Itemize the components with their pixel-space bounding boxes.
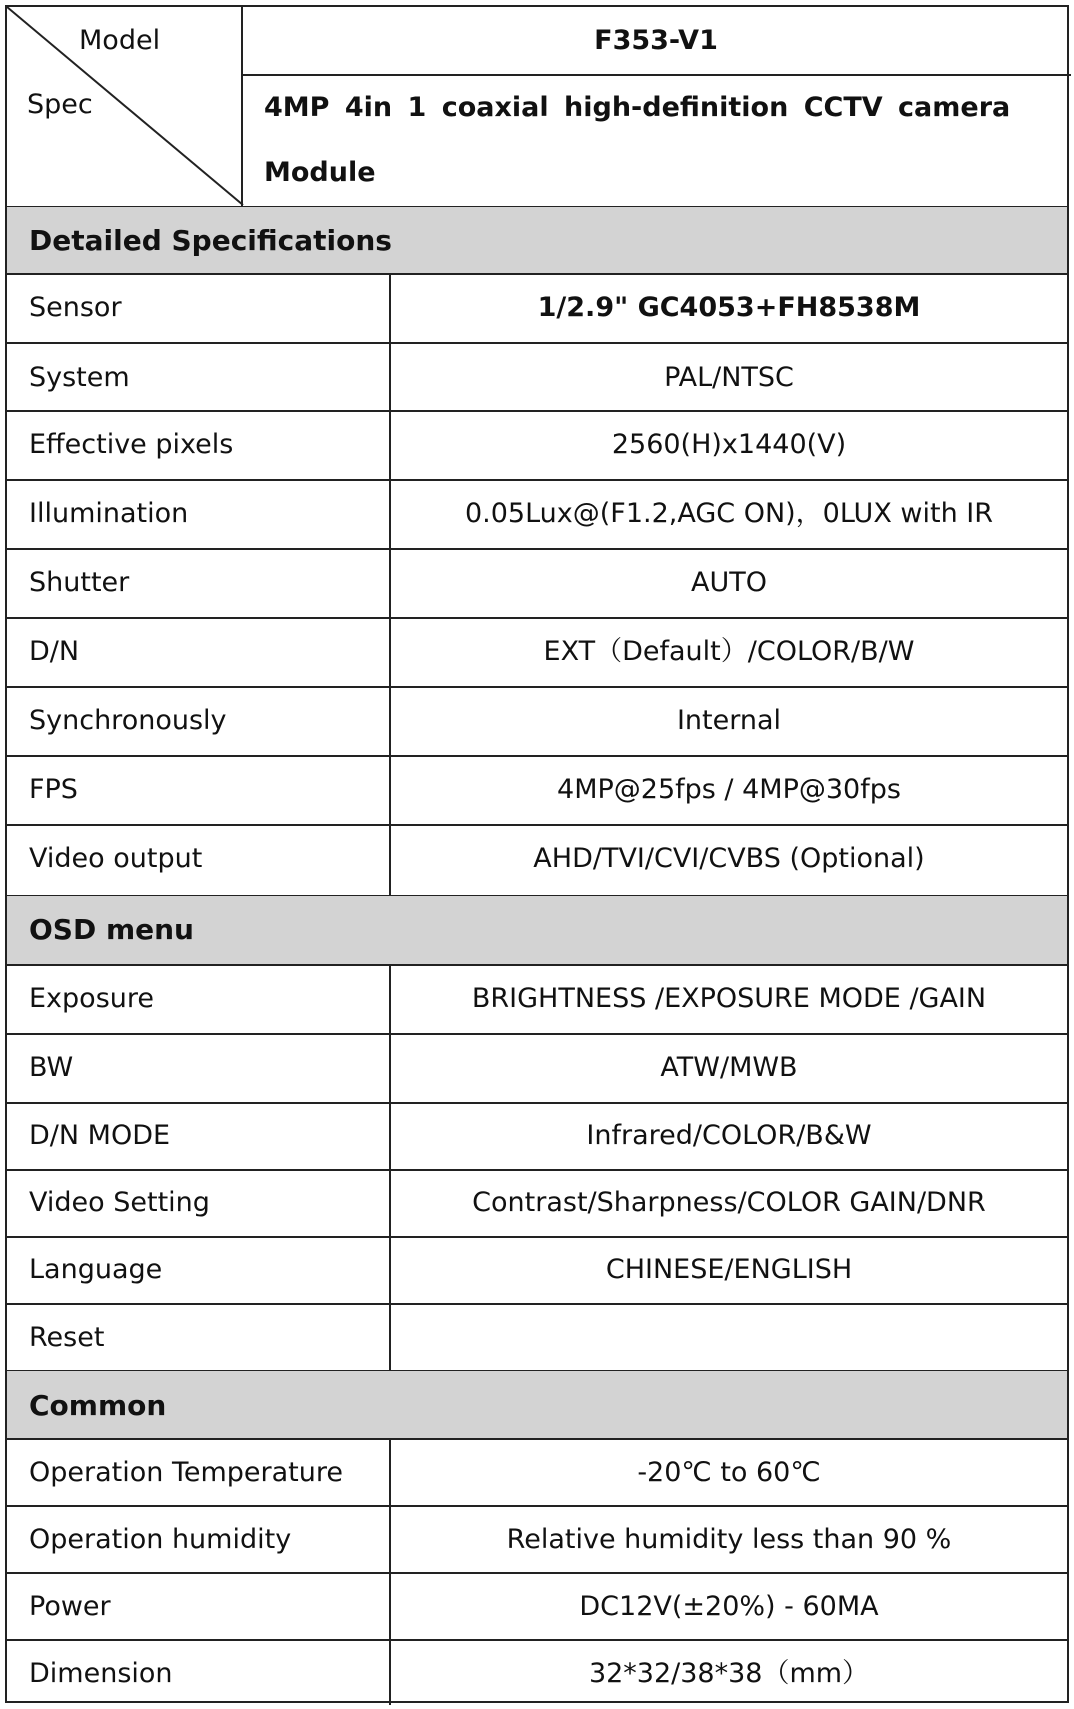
row-label-video-setting: Video Setting: [29, 1187, 210, 1218]
row-value-power: DC12V(±20%) - 60MA: [579, 1591, 879, 1622]
row-line: [7, 1102, 1067, 1104]
row-line: [7, 410, 1067, 412]
spec-label: Spec: [27, 89, 93, 120]
row-value-bw: ATW/MWB: [660, 1052, 798, 1083]
row-label-reset: Reset: [29, 1322, 105, 1353]
row-label-system: System: [29, 362, 130, 393]
row-label-sensor: Sensor: [29, 292, 122, 323]
row-value-shutter: AUTO: [691, 567, 767, 598]
row-value-language: CHINESE/ENGLISH: [605, 1254, 853, 1285]
row-value-video-output: AHD/TVI/CVI/CVBS (Optional): [533, 843, 925, 874]
row-line: [7, 686, 1067, 688]
spec-table: [5, 5, 1069, 1703]
row-line: [7, 1505, 1067, 1507]
row-value-effective-pixels: 2560(H)x1440(V): [611, 429, 847, 460]
section-title-detailed-specifications: Detailed Specifications: [29, 224, 392, 257]
row-line: [7, 1572, 1067, 1574]
row-label-effective-pixels: Effective pixels: [29, 429, 234, 460]
row-line: [7, 548, 1067, 550]
row-line: [7, 1639, 1067, 1641]
row-line: [7, 1236, 1067, 1238]
row-value-video-setting: Contrast/Sharpness/COLOR GAIN/DNR: [472, 1187, 986, 1218]
row-label-operation-humidity: Operation humidity: [29, 1524, 292, 1555]
row-label-bw: BW: [29, 1052, 74, 1083]
row-label-shutter: Shutter: [29, 567, 130, 598]
row-line: [7, 479, 1067, 481]
row-line: [7, 1169, 1067, 1171]
row-line: [7, 1303, 1067, 1305]
row-value-dimension: 32*32/38*38（mm）: [588, 1658, 870, 1689]
row-label-video-output: Video output: [29, 843, 203, 874]
row-label-dn-mode: D/N MODE: [29, 1120, 171, 1151]
model-label: Model: [79, 25, 161, 56]
row-label-power: Power: [29, 1591, 111, 1622]
row-label-synchronously: Synchronously: [29, 705, 227, 736]
row-line: [7, 342, 1067, 344]
row-value-operation-humidity: Relative humidity less than 90 %: [506, 1524, 952, 1555]
model-value: F353-V1: [594, 25, 718, 56]
row-line: [7, 1033, 1067, 1035]
row-label-dimension: Dimension: [29, 1658, 173, 1689]
row-value-dn-mode: Infrared/COLOR/B&W: [586, 1120, 872, 1151]
row-label-illumination: Illumination: [29, 498, 189, 529]
description-line-2: Module: [264, 157, 376, 188]
row-value-fps: 4MP@25fps / 4MP@30fps: [557, 774, 901, 805]
row-line: [7, 824, 1067, 826]
header-row-line: [242, 74, 1071, 76]
row-value-synchronously: Internal: [676, 705, 782, 736]
row-line: [7, 964, 1067, 966]
row-value-exposure: BRIGHTNESS /EXPOSURE MODE /GAIN: [471, 983, 987, 1014]
row-line: [7, 755, 1067, 757]
row-label-language: Language: [29, 1254, 163, 1285]
row-label-operation-temperature: Operation Temperature: [29, 1457, 343, 1488]
row-line: [7, 1438, 1067, 1440]
column-divider: [389, 965, 391, 1371]
section-title-osd-menu: OSD menu: [29, 913, 194, 946]
row-value-dn: EXT（Default）/COLOR/B/W: [543, 636, 915, 667]
section-title-common: Common: [29, 1389, 167, 1422]
row-value-operation-temperature: -20℃ to 60℃: [637, 1457, 821, 1488]
row-value-illumination: 0.05Lux@(F1.2,AGC ON)，0LUX with IR: [464, 498, 993, 529]
row-line: [7, 273, 1067, 275]
row-label-fps: FPS: [29, 774, 78, 805]
row-value-system: PAL/NTSC: [664, 362, 794, 393]
row-line: [7, 617, 1067, 619]
row-label-exposure: Exposure: [29, 983, 154, 1014]
row-label-dn: D/N: [29, 636, 80, 667]
description-line-1: 4MP 4in 1 coaxial high-definition CCTV camera: [264, 92, 1011, 123]
row-value-sensor: 1/2.9" GC4053+FH8538M: [537, 292, 921, 323]
